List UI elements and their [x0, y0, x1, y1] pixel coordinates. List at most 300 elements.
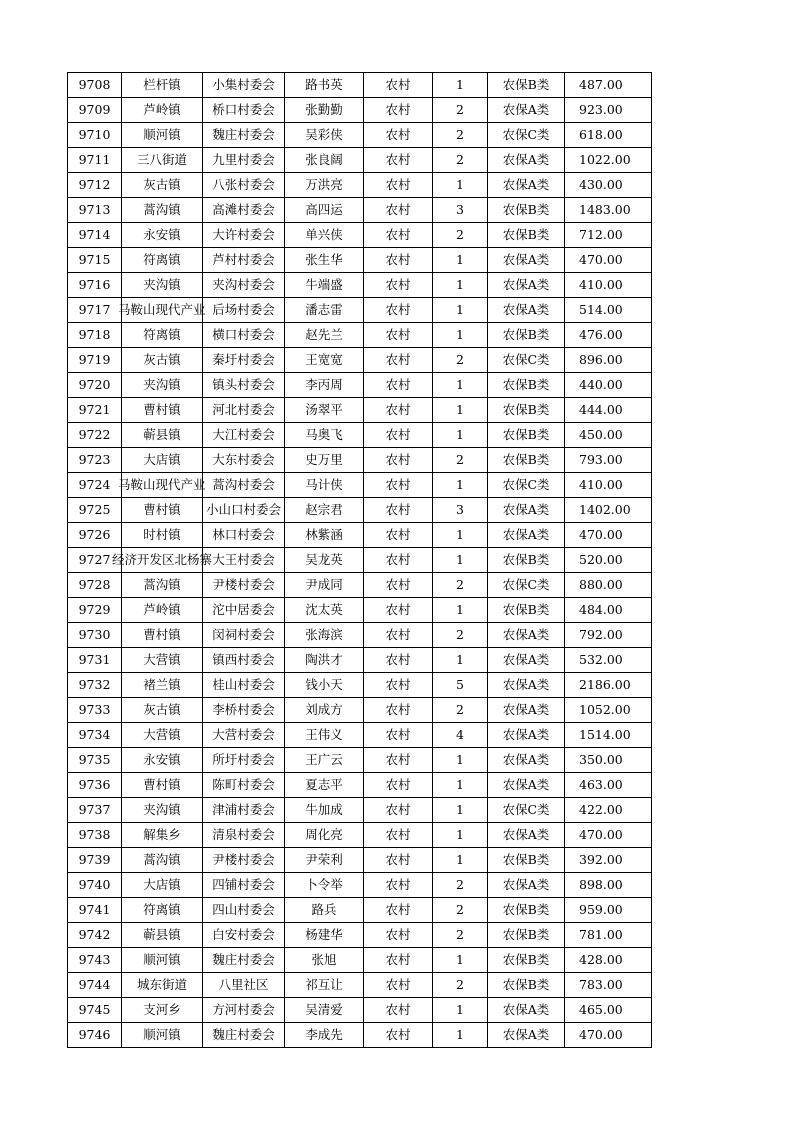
- village-committee-cell: 桂山村委会: [203, 673, 285, 698]
- residence-type-cell: 农村: [364, 423, 433, 448]
- village-committee-cell: 河北村委会: [203, 398, 285, 423]
- household-count-cell: 1: [433, 298, 488, 323]
- insurance-category-cell: 农保B类: [488, 898, 565, 923]
- amount-cell: 712.00: [565, 223, 652, 248]
- amount-cell: 428.00: [565, 948, 652, 973]
- record-id-cell: 9715: [68, 248, 122, 273]
- person-name-cell: 万洪亮: [285, 173, 364, 198]
- insurance-category-cell: 农保B类: [488, 448, 565, 473]
- table-row: [68, 798, 652, 823]
- insurance-category-cell: 农保B类: [488, 398, 565, 423]
- town-cell: 大营镇: [122, 648, 203, 673]
- village-committee-cell: 八里社区: [203, 973, 285, 998]
- insurance-category-cell: 农保B类: [488, 373, 565, 398]
- town-cell: 顺河镇: [122, 123, 203, 148]
- insurance-category-cell: 农保A类: [488, 648, 565, 673]
- person-name-cell: 马奥飞: [285, 423, 364, 448]
- town-cell: 褚兰镇: [122, 673, 203, 698]
- amount-cell: 1483.00: [565, 198, 652, 223]
- table-row: [68, 473, 652, 498]
- person-name-cell: 单兴侠: [285, 223, 364, 248]
- residence-type-cell: 农村: [364, 748, 433, 773]
- residence-type-cell: 农村: [364, 848, 433, 873]
- household-count-cell: 1: [433, 398, 488, 423]
- record-id-cell: 9713: [68, 198, 122, 223]
- person-name-cell: 吴龙英: [285, 548, 364, 573]
- household-count-cell: 2: [433, 223, 488, 248]
- record-id-cell: 9739: [68, 848, 122, 873]
- household-count-cell: 1: [433, 748, 488, 773]
- residence-type-cell: 农村: [364, 173, 433, 198]
- person-name-cell: 卜令举: [285, 873, 364, 898]
- table-row: [68, 648, 652, 673]
- insurance-category-cell: 农保A类: [488, 773, 565, 798]
- person-name-cell: 张良阔: [285, 148, 364, 173]
- residence-type-cell: 农村: [364, 323, 433, 348]
- table-row: [68, 773, 652, 798]
- residence-type-cell: 农村: [364, 473, 433, 498]
- village-committee-cell: 李桥村委会: [203, 698, 285, 723]
- amount-cell: 2186.00: [565, 673, 652, 698]
- table-row: [68, 423, 652, 448]
- town-cell: 大店镇: [122, 448, 203, 473]
- person-name-cell: 牛加成: [285, 798, 364, 823]
- table-row: [68, 123, 652, 148]
- household-count-cell: 1: [433, 323, 488, 348]
- household-count-cell: 1: [433, 998, 488, 1023]
- amount-cell: 959.00: [565, 898, 652, 923]
- village-committee-cell: 魏庄村委会: [203, 1023, 285, 1048]
- table-row: [68, 598, 652, 623]
- household-count-cell: 2: [433, 148, 488, 173]
- person-name-cell: 刘成方: [285, 698, 364, 723]
- household-count-cell: 3: [433, 198, 488, 223]
- record-id-cell: 9726: [68, 523, 122, 548]
- person-name-cell: 李成先: [285, 1023, 364, 1048]
- village-committee-cell: 蒿沟村委会: [203, 473, 285, 498]
- amount-cell: 896.00: [565, 348, 652, 373]
- insurance-category-cell: 农保C类: [488, 798, 565, 823]
- village-committee-cell: 闵祠村委会: [203, 623, 285, 648]
- household-count-cell: 2: [433, 923, 488, 948]
- insurance-category-cell: 农保A类: [488, 248, 565, 273]
- village-committee-cell: 白安村委会: [203, 923, 285, 948]
- amount-cell: 880.00: [565, 573, 652, 598]
- town-cell: 大营镇: [122, 723, 203, 748]
- amount-cell: 463.00: [565, 773, 652, 798]
- town-cell: 夹沟镇: [122, 798, 203, 823]
- record-id-cell: 9736: [68, 773, 122, 798]
- residence-type-cell: 农村: [364, 923, 433, 948]
- record-id-cell: 9712: [68, 173, 122, 198]
- residence-type-cell: 农村: [364, 273, 433, 298]
- record-id-cell: 9743: [68, 948, 122, 973]
- person-name-cell: 高四运: [285, 198, 364, 223]
- amount-cell: 465.00: [565, 998, 652, 1023]
- household-count-cell: 1: [433, 1023, 488, 1048]
- town-cell: 三八街道: [122, 148, 203, 173]
- residence-type-cell: 农村: [364, 148, 433, 173]
- person-name-cell: 钱小天: [285, 673, 364, 698]
- person-name-cell: 陶洪才: [285, 648, 364, 673]
- residence-type-cell: 农村: [364, 973, 433, 998]
- residence-type-cell: 农村: [364, 98, 433, 123]
- insurance-category-cell: 农保B类: [488, 548, 565, 573]
- town-cell: 永安镇: [122, 223, 203, 248]
- amount-cell: 444.00: [565, 398, 652, 423]
- record-id-cell: 9724: [68, 473, 122, 498]
- village-committee-cell: 桥口村委会: [203, 98, 285, 123]
- household-count-cell: 5: [433, 673, 488, 698]
- village-committee-cell: 后场村委会: [203, 298, 285, 323]
- record-id-cell: 9727: [68, 548, 122, 573]
- residence-type-cell: 农村: [364, 823, 433, 848]
- amount-cell: 618.00: [565, 123, 652, 148]
- village-committee-cell: 方河村委会: [203, 998, 285, 1023]
- table-row: [68, 548, 652, 573]
- town-cell: 符离镇: [122, 898, 203, 923]
- village-committee-cell: 魏庄村委会: [203, 123, 285, 148]
- town-cell: 蕲县镇: [122, 923, 203, 948]
- table-row: [68, 623, 652, 648]
- household-count-cell: 2: [433, 623, 488, 648]
- record-id-cell: 9742: [68, 923, 122, 948]
- insurance-category-cell: 农保C类: [488, 348, 565, 373]
- records-table: [67, 72, 652, 1048]
- person-name-cell: 尹成同: [285, 573, 364, 598]
- household-count-cell: 2: [433, 448, 488, 473]
- person-name-cell: 张旭: [285, 948, 364, 973]
- person-name-cell: 张勤勤: [285, 98, 364, 123]
- record-id-cell: 9709: [68, 98, 122, 123]
- record-id-cell: 9741: [68, 898, 122, 923]
- household-count-cell: 1: [433, 648, 488, 673]
- residence-type-cell: 农村: [364, 1023, 433, 1048]
- record-id-cell: 9740: [68, 873, 122, 898]
- person-name-cell: 沈太英: [285, 598, 364, 623]
- residence-type-cell: 农村: [364, 398, 433, 423]
- village-committee-cell: 大许村委会: [203, 223, 285, 248]
- person-name-cell: 李丙周: [285, 373, 364, 398]
- amount-cell: 898.00: [565, 873, 652, 898]
- village-committee-cell: 小山口村委会: [203, 498, 285, 523]
- insurance-category-cell: 农保A类: [488, 523, 565, 548]
- table-row: [68, 948, 652, 973]
- village-committee-cell: 魏庄村委会: [203, 948, 285, 973]
- village-committee-cell: 沱中居委会: [203, 598, 285, 623]
- amount-cell: 484.00: [565, 598, 652, 623]
- amount-cell: 410.00: [565, 273, 652, 298]
- record-id-cell: 9732: [68, 673, 122, 698]
- person-name-cell: 牛端盛: [285, 273, 364, 298]
- town-cell: 顺河镇: [122, 1023, 203, 1048]
- residence-type-cell: 农村: [364, 573, 433, 598]
- insurance-category-cell: 农保B类: [488, 923, 565, 948]
- person-name-cell: 王广云: [285, 748, 364, 773]
- person-name-cell: 吴清爱: [285, 998, 364, 1023]
- amount-cell: 781.00: [565, 923, 652, 948]
- residence-type-cell: 农村: [364, 498, 433, 523]
- household-count-cell: 1: [433, 798, 488, 823]
- town-cell: 蒿沟镇: [122, 848, 203, 873]
- village-committee-cell: 清泉村委会: [203, 823, 285, 848]
- insurance-category-cell: 农保A类: [488, 173, 565, 198]
- table-row: [68, 998, 652, 1023]
- village-committee-cell: 夹沟村委会: [203, 273, 285, 298]
- person-name-cell: 张生华: [285, 248, 364, 273]
- village-committee-cell: 林口村委会: [203, 523, 285, 548]
- amount-cell: 923.00: [565, 98, 652, 123]
- insurance-category-cell: 农保A类: [488, 998, 565, 1023]
- record-id-cell: 9729: [68, 598, 122, 623]
- town-cell: 曹村镇: [122, 498, 203, 523]
- amount-cell: 1052.00: [565, 698, 652, 723]
- household-count-cell: 1: [433, 523, 488, 548]
- table-row: [68, 673, 652, 698]
- person-name-cell: 潘志雷: [285, 298, 364, 323]
- insurance-category-cell: 农保B类: [488, 223, 565, 248]
- village-committee-cell: 小集村委会: [203, 73, 285, 98]
- person-name-cell: 赵先兰: [285, 323, 364, 348]
- household-count-cell: 3: [433, 498, 488, 523]
- village-committee-cell: 尹楼村委会: [203, 573, 285, 598]
- insurance-category-cell: 农保A类: [488, 723, 565, 748]
- amount-cell: 783.00: [565, 973, 652, 998]
- amount-cell: 430.00: [565, 173, 652, 198]
- record-id-cell: 9731: [68, 648, 122, 673]
- amount-cell: 792.00: [565, 623, 652, 648]
- household-count-cell: 2: [433, 123, 488, 148]
- insurance-category-cell: 农保A类: [488, 298, 565, 323]
- insurance-category-cell: 农保A类: [488, 823, 565, 848]
- household-count-cell: 1: [433, 273, 488, 298]
- town-cell: 芦岭镇: [122, 598, 203, 623]
- town-cell: 永安镇: [122, 748, 203, 773]
- amount-cell: 450.00: [565, 423, 652, 448]
- record-id-cell: 9720: [68, 373, 122, 398]
- table-row: [68, 1023, 652, 1048]
- table-row: [68, 273, 652, 298]
- town-cell: 符离镇: [122, 323, 203, 348]
- record-id-cell: 9744: [68, 973, 122, 998]
- record-id-cell: 9735: [68, 748, 122, 773]
- residence-type-cell: 农村: [364, 348, 433, 373]
- amount-cell: 440.00: [565, 373, 652, 398]
- residence-type-cell: 农村: [364, 873, 433, 898]
- person-name-cell: 赵宗君: [285, 498, 364, 523]
- household-count-cell: 1: [433, 773, 488, 798]
- town-cell: 灰古镇: [122, 698, 203, 723]
- record-id-cell: 9711: [68, 148, 122, 173]
- table-row: [68, 698, 652, 723]
- table-row: [68, 748, 652, 773]
- amount-cell: 1402.00: [565, 498, 652, 523]
- person-name-cell: 林紫涵: [285, 523, 364, 548]
- insurance-category-cell: 农保A类: [488, 873, 565, 898]
- residence-type-cell: 农村: [364, 598, 433, 623]
- insurance-category-cell: 农保A类: [488, 1023, 565, 1048]
- household-count-cell: 2: [433, 898, 488, 923]
- village-committee-cell: 津浦村委会: [203, 798, 285, 823]
- amount-cell: 422.00: [565, 798, 652, 823]
- insurance-category-cell: 农保C类: [488, 123, 565, 148]
- amount-cell: 392.00: [565, 848, 652, 873]
- insurance-category-cell: 农保A类: [488, 698, 565, 723]
- amount-cell: 487.00: [565, 73, 652, 98]
- town-cell: 栏杆镇: [122, 73, 203, 98]
- record-id-cell: 9728: [68, 573, 122, 598]
- person-name-cell: 路书英: [285, 73, 364, 98]
- village-committee-cell: 四铺村委会: [203, 873, 285, 898]
- household-count-cell: 4: [433, 723, 488, 748]
- record-id-cell: 9723: [68, 448, 122, 473]
- table-row: [68, 198, 652, 223]
- insurance-category-cell: 农保B类: [488, 848, 565, 873]
- table-row: [68, 873, 652, 898]
- insurance-category-cell: 农保C类: [488, 473, 565, 498]
- person-name-cell: 吴彩侠: [285, 123, 364, 148]
- record-id-cell: 9714: [68, 223, 122, 248]
- record-id-cell: 9733: [68, 698, 122, 723]
- town-cell: 顺河镇: [122, 948, 203, 973]
- residence-type-cell: 农村: [364, 223, 433, 248]
- town-cell: 灰古镇: [122, 348, 203, 373]
- village-committee-cell: 芦村村委会: [203, 248, 285, 273]
- household-count-cell: 2: [433, 348, 488, 373]
- village-committee-cell: 四山村委会: [203, 898, 285, 923]
- record-id-cell: 9710: [68, 123, 122, 148]
- town-cell: 马鞍山现代产业: [122, 473, 203, 498]
- person-name-cell: 史万里: [285, 448, 364, 473]
- residence-type-cell: 农村: [364, 548, 433, 573]
- person-name-cell: 王伟义: [285, 723, 364, 748]
- household-count-cell: 1: [433, 473, 488, 498]
- amount-cell: 350.00: [565, 748, 652, 773]
- table-row: [68, 373, 652, 398]
- residence-type-cell: 农村: [364, 673, 433, 698]
- village-committee-cell: 大王村委会: [203, 548, 285, 573]
- town-cell: 夹沟镇: [122, 373, 203, 398]
- household-count-cell: 1: [433, 823, 488, 848]
- table-row: [68, 98, 652, 123]
- household-count-cell: 1: [433, 373, 488, 398]
- record-id-cell: 9746: [68, 1023, 122, 1048]
- residence-type-cell: 农村: [364, 948, 433, 973]
- town-cell: 经济开发区北杨寨: [122, 548, 203, 573]
- person-name-cell: 张海滨: [285, 623, 364, 648]
- town-cell: 大店镇: [122, 873, 203, 898]
- table-row: [68, 173, 652, 198]
- household-count-cell: 1: [433, 598, 488, 623]
- insurance-category-cell: 农保B类: [488, 323, 565, 348]
- insurance-category-cell: 农保B类: [488, 948, 565, 973]
- table-row: [68, 723, 652, 748]
- residence-type-cell: 农村: [364, 198, 433, 223]
- residence-type-cell: 农村: [364, 723, 433, 748]
- insurance-category-cell: 农保B类: [488, 973, 565, 998]
- household-count-cell: 2: [433, 98, 488, 123]
- town-cell: 马鞍山现代产业: [122, 298, 203, 323]
- table-row: [68, 248, 652, 273]
- person-name-cell: 路兵: [285, 898, 364, 923]
- record-id-cell: 9719: [68, 348, 122, 373]
- residence-type-cell: 农村: [364, 773, 433, 798]
- insurance-category-cell: 农保A类: [488, 748, 565, 773]
- record-id-cell: 9745: [68, 998, 122, 1023]
- amount-cell: 514.00: [565, 298, 652, 323]
- table-row: [68, 498, 652, 523]
- person-name-cell: 祁互让: [285, 973, 364, 998]
- residence-type-cell: 农村: [364, 73, 433, 98]
- village-committee-cell: 尹楼村委会: [203, 848, 285, 873]
- table-row: [68, 398, 652, 423]
- town-cell: 曹村镇: [122, 623, 203, 648]
- record-id-cell: 9718: [68, 323, 122, 348]
- town-cell: 芦岭镇: [122, 98, 203, 123]
- person-name-cell: 周化亮: [285, 823, 364, 848]
- household-count-cell: 1: [433, 548, 488, 573]
- amount-cell: 476.00: [565, 323, 652, 348]
- insurance-category-cell: 农保A类: [488, 673, 565, 698]
- village-committee-cell: 镇头村委会: [203, 373, 285, 398]
- amount-cell: 1514.00: [565, 723, 652, 748]
- town-cell: 支河乡: [122, 998, 203, 1023]
- insurance-category-cell: 农保A类: [488, 623, 565, 648]
- insurance-category-cell: 农保A类: [488, 273, 565, 298]
- residence-type-cell: 农村: [364, 798, 433, 823]
- household-count-cell: 2: [433, 873, 488, 898]
- table-row: [68, 898, 652, 923]
- amount-cell: 1022.00: [565, 148, 652, 173]
- village-committee-cell: 大江村委会: [203, 423, 285, 448]
- residence-type-cell: 农村: [364, 648, 433, 673]
- household-count-cell: 1: [433, 73, 488, 98]
- town-cell: 灰古镇: [122, 173, 203, 198]
- residence-type-cell: 农村: [364, 898, 433, 923]
- person-name-cell: 王宽宽: [285, 348, 364, 373]
- residence-type-cell: 农村: [364, 523, 433, 548]
- table-row: [68, 223, 652, 248]
- town-cell: 曹村镇: [122, 773, 203, 798]
- table-row: [68, 148, 652, 173]
- residence-type-cell: 农村: [364, 373, 433, 398]
- table-row: [68, 448, 652, 473]
- insurance-category-cell: 农保B类: [488, 73, 565, 98]
- village-committee-cell: 陈町村委会: [203, 773, 285, 798]
- amount-cell: 470.00: [565, 1023, 652, 1048]
- town-cell: 解集乡: [122, 823, 203, 848]
- table-row: [68, 848, 652, 873]
- person-name-cell: 夏志平: [285, 773, 364, 798]
- village-committee-cell: 高滩村委会: [203, 198, 285, 223]
- table-row: [68, 523, 652, 548]
- insurance-category-cell: 农保B类: [488, 598, 565, 623]
- record-id-cell: 9725: [68, 498, 122, 523]
- town-cell: 蒿沟镇: [122, 573, 203, 598]
- amount-cell: 793.00: [565, 448, 652, 473]
- insurance-category-cell: 农保A类: [488, 148, 565, 173]
- insurance-category-cell: 农保B类: [488, 198, 565, 223]
- record-id-cell: 9722: [68, 423, 122, 448]
- table-row: [68, 73, 652, 98]
- village-committee-cell: 大东村委会: [203, 448, 285, 473]
- record-id-cell: 9716: [68, 273, 122, 298]
- residence-type-cell: 农村: [364, 248, 433, 273]
- person-name-cell: 尹荣利: [285, 848, 364, 873]
- insurance-category-cell: 农保C类: [488, 573, 565, 598]
- record-id-cell: 9730: [68, 623, 122, 648]
- amount-cell: 470.00: [565, 248, 652, 273]
